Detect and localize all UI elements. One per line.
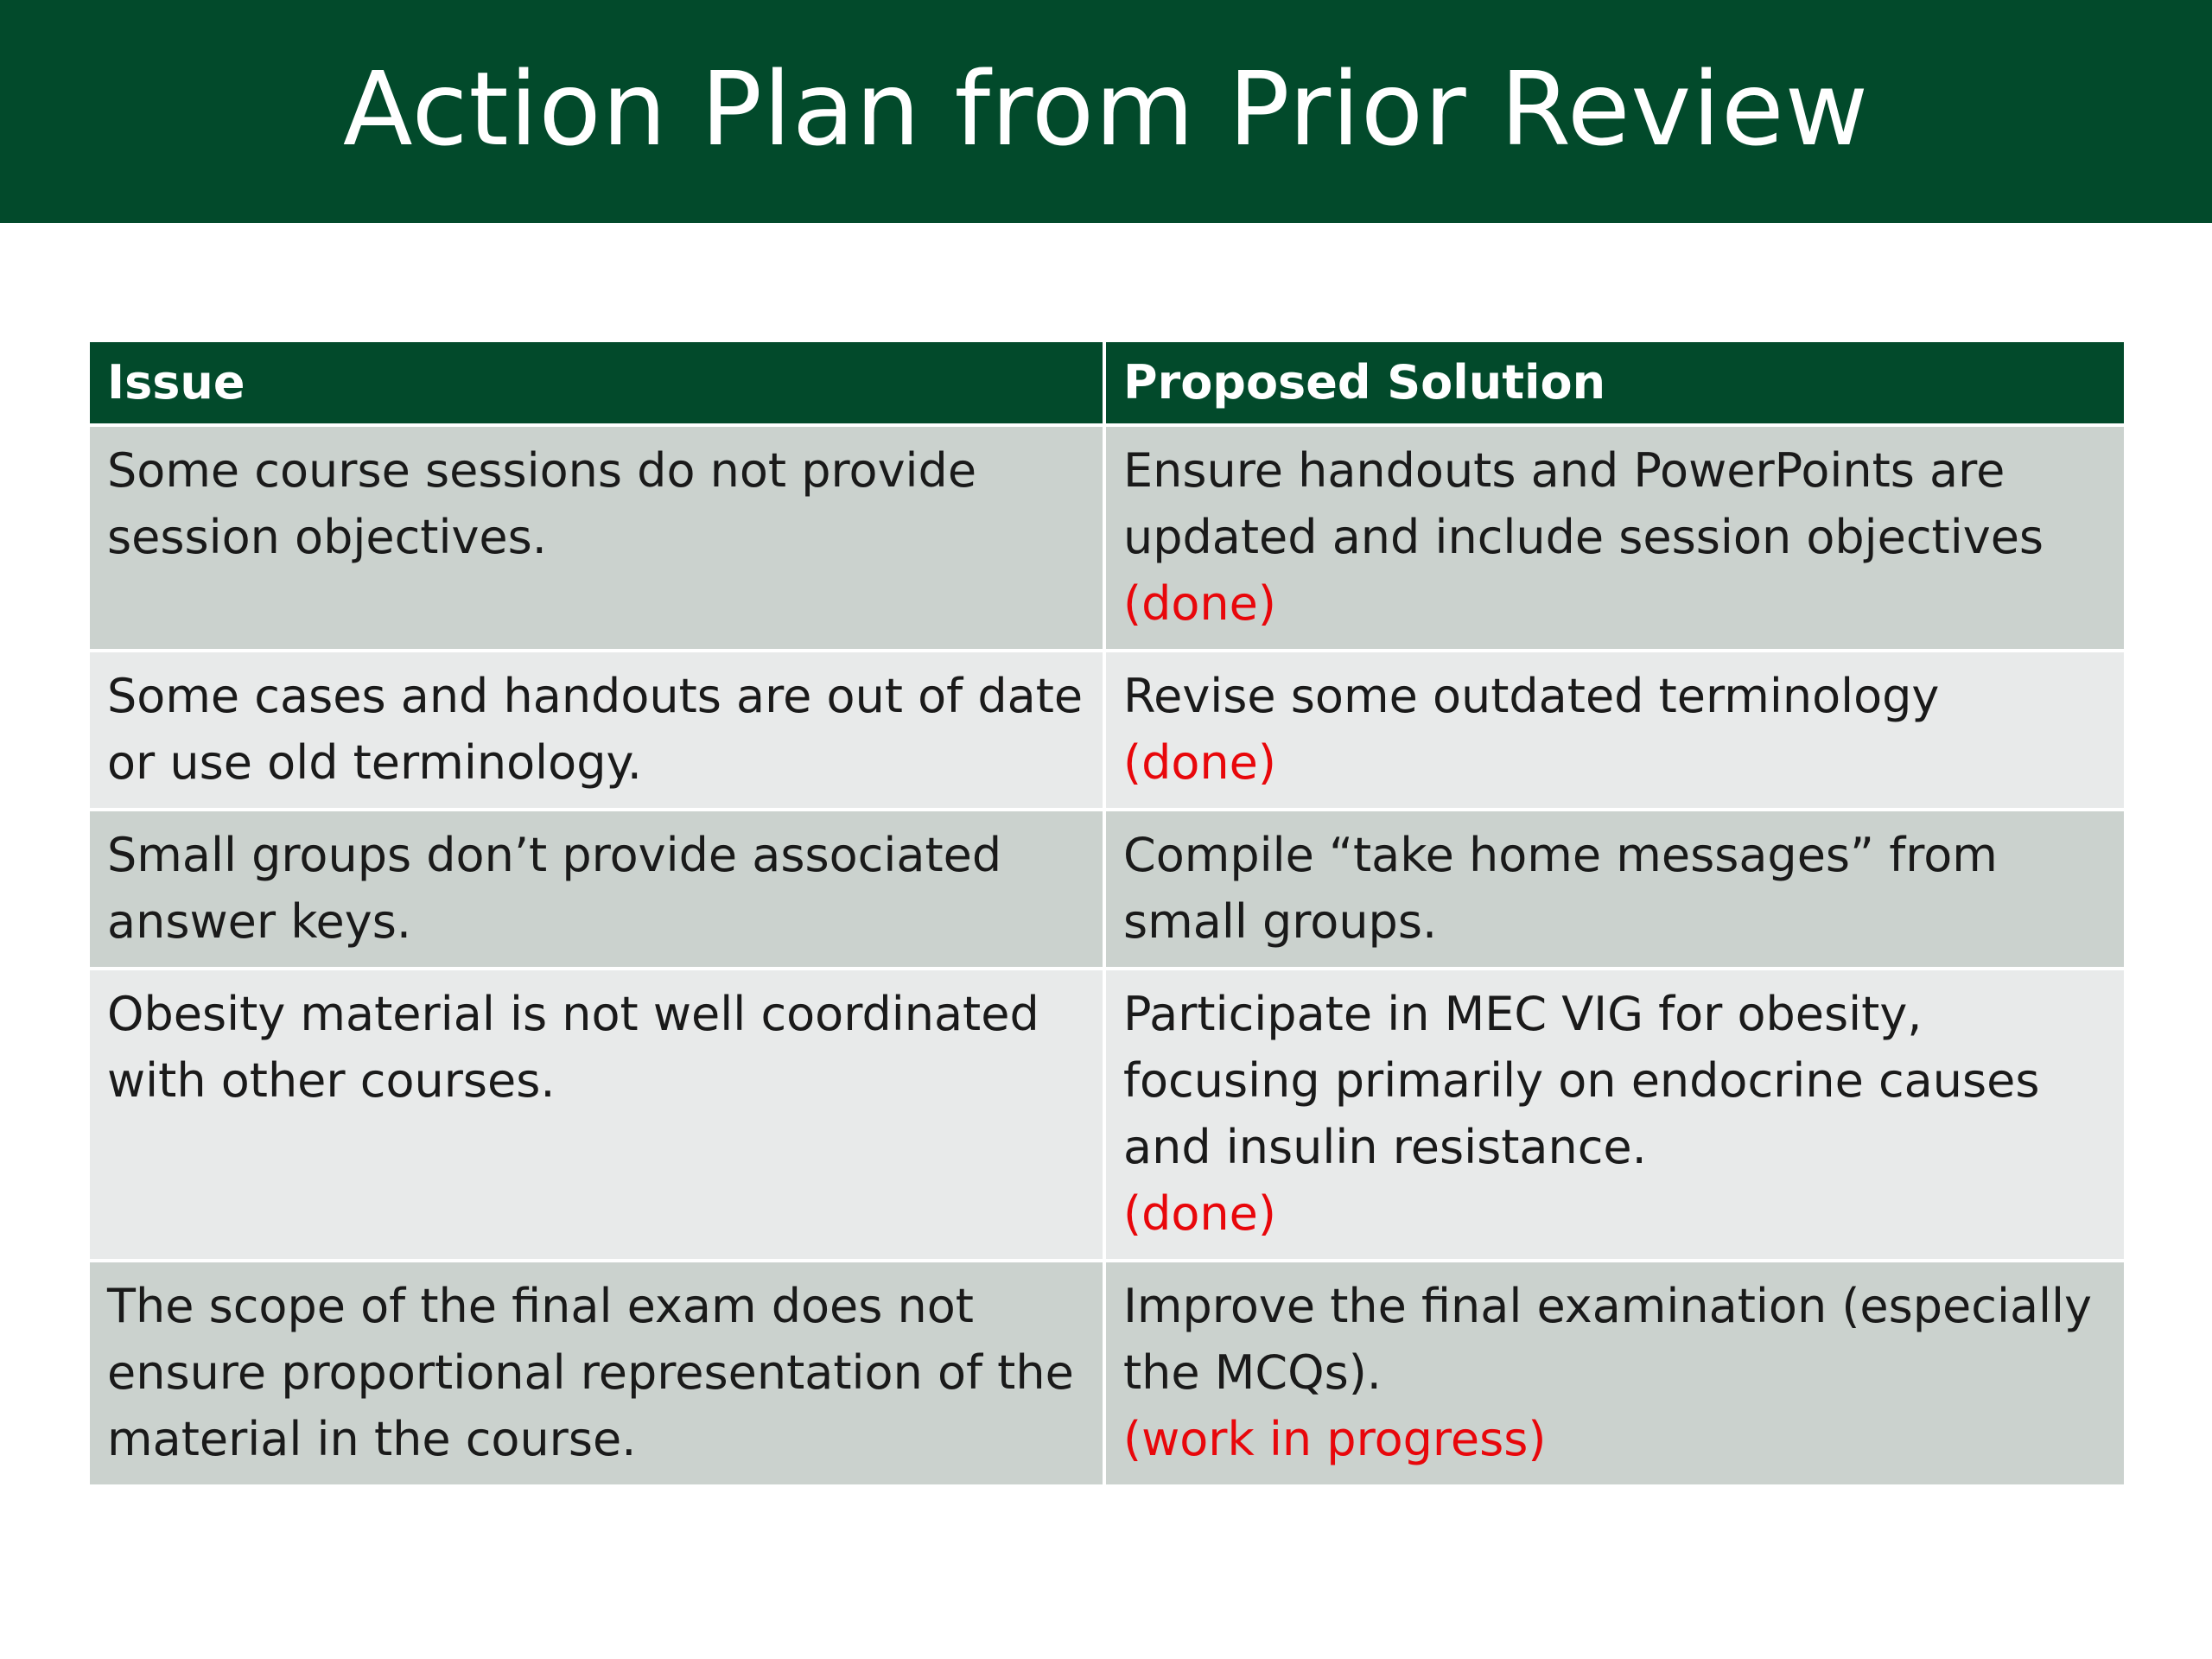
solution-cell [1104,651,2126,810]
solution-text: Ensure handouts and PowerPoints are updated and include session objectives [1123,443,2044,564]
action-plan-table-container [86,339,2124,1488]
issue-cell [88,425,1104,651]
solution-text: Revise some outdated terminology [1123,669,1940,723]
title-bar [0,0,2212,223]
table-row [88,651,2126,810]
solution-cell [1104,1261,2126,1486]
table-header-row [88,340,2126,425]
status-label: (done) [1123,1186,1276,1241]
solution-text: Improve the final examination (especially the MCQs). [1123,1279,2093,1400]
header-proposed-solution: Proposed Solution [1104,340,2126,425]
slide-title: Action Plan from Prior Review [342,49,1870,168]
solution-cell [1104,425,2126,651]
issue-cell [88,969,1104,1261]
issue-text: Obesity material is not well coordinated with other courses. [107,987,1039,1108]
issue-cell [88,1261,1104,1486]
status-label: (done) [1123,735,1276,790]
table-row [88,969,2126,1261]
solution-text: Participate in MEC VIG for obesity, focusing primarily on endocrine causes and insulin resistance. [1123,987,2040,1174]
issue-cell [88,651,1104,810]
table-row [88,425,2126,651]
solution-cell [1104,810,2126,969]
status-label: (done) [1123,576,1276,631]
table-row [88,810,2126,969]
issue-text: Some course sessions do not provide session objectives. [107,443,977,564]
status-label: (work in progress) [1123,1412,1547,1466]
action-plan-table [86,339,2127,1488]
table-row [88,1261,2126,1486]
issue-text: The scope of the final exam does not ensure proportional representation of the material in the course. [107,1279,1074,1466]
issue-cell [88,810,1104,969]
solution-cell [1104,969,2126,1261]
solution-text: Compile “take home messages” from small groups. [1123,828,1998,949]
header-issue: Issue [88,340,1104,425]
issue-text: Some cases and handouts are out of date or use old terminology. [107,669,1084,790]
issue-text: Small groups don’t provide associated answer keys. [107,828,1002,949]
